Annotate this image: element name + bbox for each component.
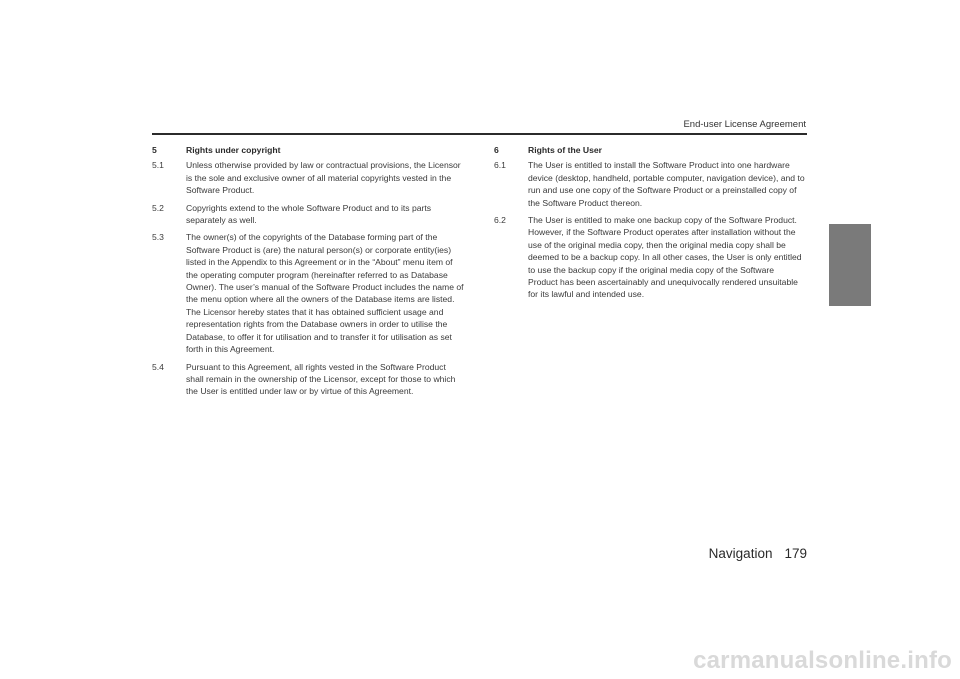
section-number: 6 xyxy=(494,145,499,155)
clause xyxy=(152,231,464,355)
clause-text: The User is entitled to make one backup copy of the Software Product. However, if the Software Product operates after installation without the use of the original media copy, then the original media copy shall be deemed to be a backup copy. In all other cases, the User is only entitled to use the backup copy if the original media copy of the Software Product has been ascertainably and unequivocally rendered unsuitable for its lawful and intended use. xyxy=(528,215,802,300)
clause-text: Unless otherwise provided by law or contractual provisions, the Licensor is the sole and exclusive owner of all material copyrights vested in the Software Product. xyxy=(186,160,461,196)
clause-number: 6.1 xyxy=(494,160,506,171)
clause-text: Copyrights extend to the whole Software Product and to its parts separately as well. xyxy=(186,202,432,226)
clause xyxy=(494,159,806,209)
clause-number: 5.3 xyxy=(152,232,164,243)
section-title: Rights of the User xyxy=(528,145,603,155)
clause xyxy=(152,202,464,227)
right-column xyxy=(494,144,806,306)
section-heading xyxy=(152,144,464,156)
section-heading xyxy=(494,144,806,156)
clause-number: 5.4 xyxy=(152,361,164,372)
watermark: carmanualsonline.info xyxy=(693,647,952,674)
clause-text: The User is entitled to install the Software Product into one hardware device (desktop, handheld, portable computer, navigation device), and to run and use one copy of the Software Product or a preinstalled copy of the Software Product thereon. xyxy=(528,160,805,208)
running-header: End-user License Agreement xyxy=(683,119,806,130)
clause-text: Pursuant to this Agreement, all rights vested in the Software Product shall remain in the ownership of the Licensor, except for those to which the User is entitled under law or by virtue of this Agreement. xyxy=(186,361,456,397)
left-column xyxy=(152,144,464,403)
page-footer xyxy=(709,546,807,561)
clause-number: 6.2 xyxy=(494,215,506,226)
clause-number: 5.1 xyxy=(152,160,164,171)
clause xyxy=(152,361,464,398)
clause xyxy=(494,214,806,301)
clause-text: The owner(s) of the copyrights of the Database forming part of the Software Product is (are) the natural person(s) or corporate entity(ies) listed in the Appendix to this Agreement or in the “About” menu item of the operating computer program (hereinafter referred to as Database Owner). The user’s manual of the Software Product includes the name of the menu option where all the owners of the Database items are listed. The Licensor hereby states that it has obtained sufficient usage and representation rights from the Database owners in order to utilise the Database, to offer it for utilisation and to transfer it for utilisation as set forth in this Agreement. xyxy=(186,232,464,355)
footer-section-name: Navigation xyxy=(708,546,773,561)
clause xyxy=(152,159,464,196)
page-number: 179 xyxy=(784,546,807,561)
section-title: Rights under copyright xyxy=(186,145,281,155)
chapter-thumb-tab xyxy=(829,224,871,306)
section-number: 5 xyxy=(152,145,157,155)
header-rule xyxy=(152,133,807,135)
clause-number: 5.2 xyxy=(152,202,164,213)
